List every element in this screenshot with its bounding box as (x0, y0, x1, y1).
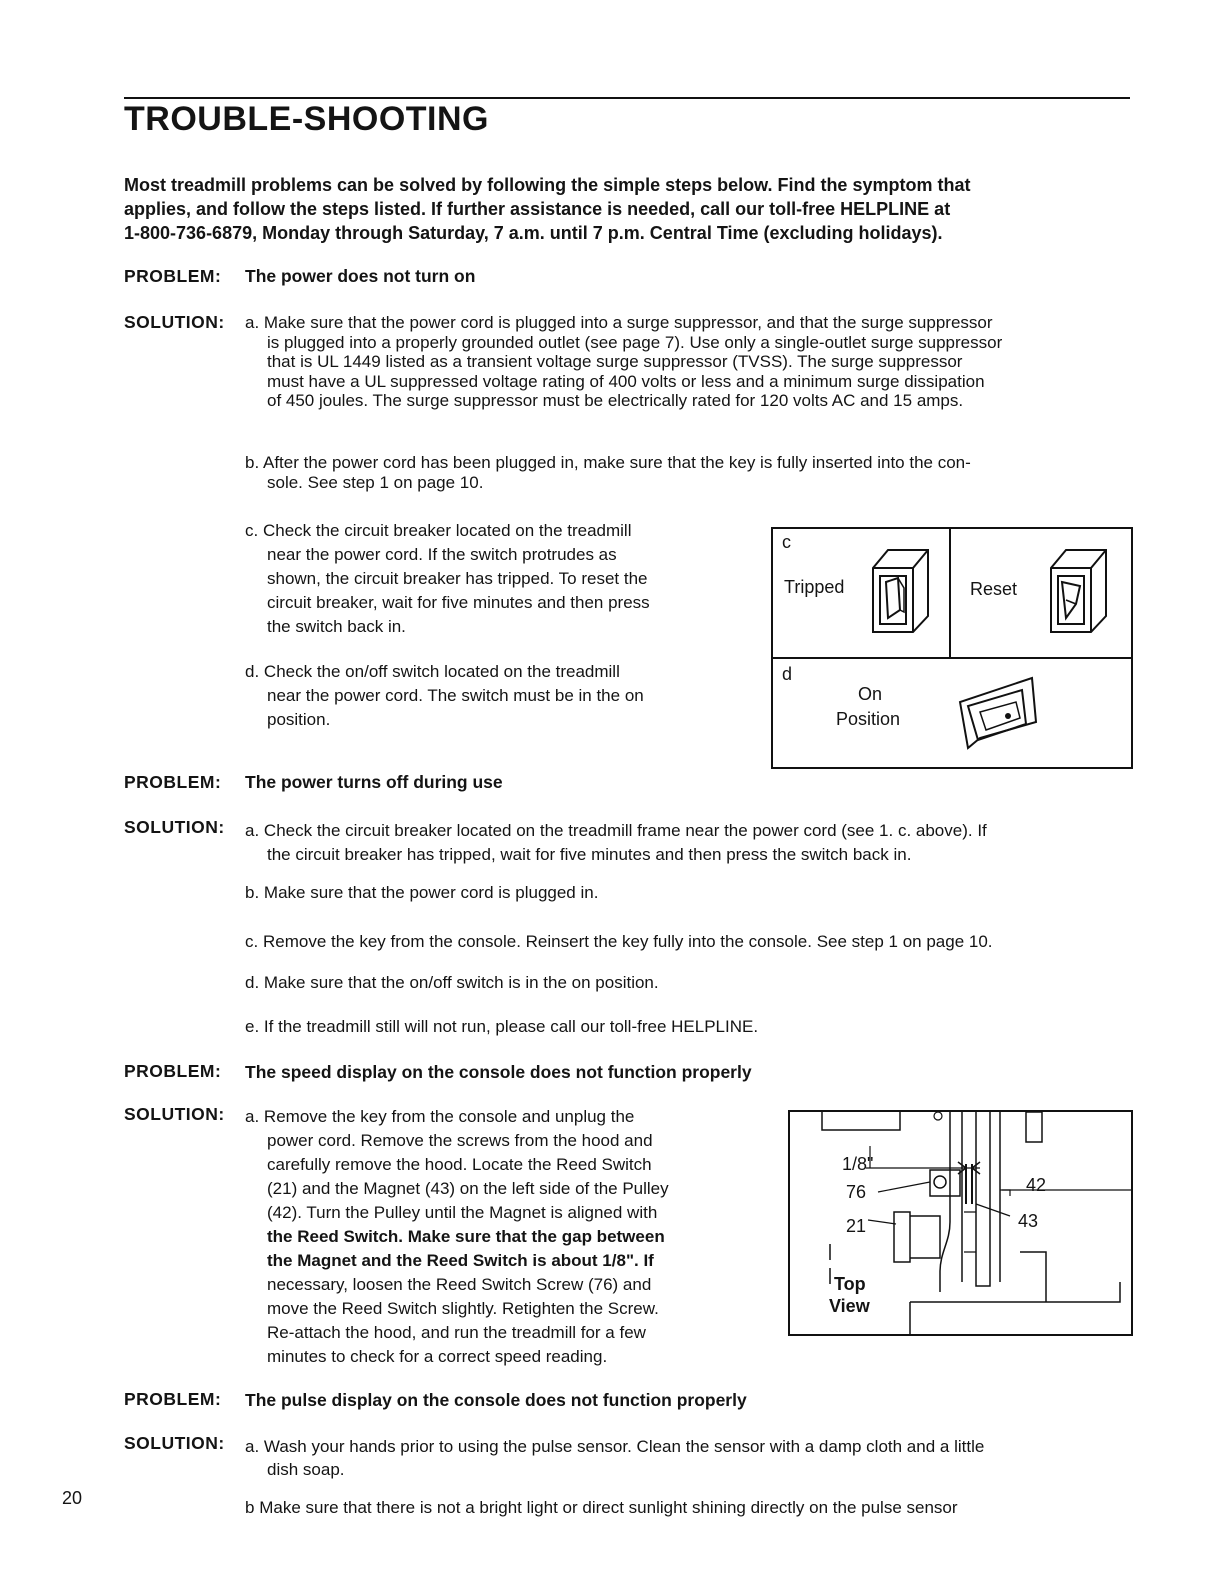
item-line-emphasis: the Reed Switch. Make sure that the gap between (267, 1227, 665, 1246)
solution-item (245, 313, 1167, 411)
reset-label: Reset (970, 579, 1018, 599)
header-rule (124, 97, 1130, 99)
item-line: (21) and the Magnet (43) on the left side of the Pulley (267, 1179, 669, 1198)
item-line: Remove the key from the console. Reinsert the key fully into the console. See step 1 on page 10. (262, 932, 993, 951)
item-letter: c. (245, 932, 259, 951)
item-letter: a. (245, 821, 260, 840)
item-line: carefully remove the hood. Locate the Reed Switch (267, 1155, 652, 1174)
item-line: Re-attach the hood, and run the treadmill for a few (267, 1323, 646, 1342)
item-letter: d. (245, 973, 260, 992)
intro-line: applies, and follow the steps listed. If further assistance is needed, call our toll-free HELPLINE at (124, 199, 951, 219)
item-line: shown, the circuit breaker has tripped. To reset the (267, 569, 648, 588)
item-line: must have a UL suppressed voltage rating of 400 volts or less and a minimum surge dissipation (267, 371, 985, 391)
view-label-view: View (829, 1296, 870, 1316)
solution-item (245, 660, 767, 732)
item-line: dish soap. (267, 1460, 345, 1479)
panel-label-c: c (782, 532, 791, 552)
item-line: Make sure that there is not a bright light or direct sunlight shining directly on the pulse sensor (259, 1498, 958, 1517)
intro-line: Most treadmill problems can be solved by following the simple steps below. Find the symptom that (124, 175, 971, 195)
item-letter: a. (245, 1107, 260, 1126)
problem-title: The power does not turn on (245, 266, 476, 286)
problem-title: The power turns off during use (245, 772, 503, 792)
item-line: Make sure that the power cord is plugged in. (263, 883, 599, 902)
view-label-top: Top (834, 1274, 866, 1294)
item-line: sole. See step 1 on page 10. (267, 472, 484, 492)
screw-number-label: 76 (846, 1182, 867, 1202)
item-line-emphasis: the Magnet and the Reed Switch is about 1/8". If (267, 1251, 654, 1270)
on-off-switch-icon (956, 672, 1046, 752)
solution-item (245, 883, 1167, 903)
item-line: of 450 joules. The surge suppressor must be electrically rated for 120 volts AC and 15 amps. (267, 391, 964, 410)
position-label: Position (836, 709, 901, 729)
item-letter: c. (245, 521, 259, 540)
on-label: On (858, 684, 883, 704)
item-line: Make sure that the on/off switch is in the on position. (263, 973, 659, 992)
intro-line: 1-800-736-6879, Monday through Saturday, 7 a.m. until 7 p.m. Central Time (excluding holidays). (124, 223, 943, 243)
tripped-breaker-icon (868, 538, 938, 634)
item-letter: a. (245, 1437, 260, 1456)
item-line: Check the circuit breaker located on the treadmill frame near the power cord (see 1. c. above). If (263, 821, 987, 840)
solution-label: SOLUTION: (124, 817, 225, 837)
solution-label: SOLUTION: (124, 1104, 225, 1124)
reset-breaker-icon (1046, 538, 1116, 634)
figure-divider (949, 528, 951, 658)
problem-label: PROBLEM: (124, 772, 222, 792)
solution-item (245, 453, 1167, 492)
item-line: minutes to check for a correct speed reading. (267, 1347, 608, 1366)
item-line: (42). Turn the Pulley until the Magnet is aligned with (267, 1203, 658, 1222)
problem-title: The pulse display on the console does not function properly (245, 1390, 747, 1410)
problem-label: PROBLEM: (124, 266, 222, 286)
item-line: Wash your hands prior to using the pulse sensor. Clean the sensor with a damp cloth and a little (263, 1437, 985, 1456)
item-letter: b (245, 1498, 255, 1517)
solution-label: SOLUTION: (124, 1433, 225, 1453)
intro-paragraph (124, 173, 1114, 245)
item-line: that is UL 1449 listed as a transient voltage surge suppressor (TVSS). The surge suppressor (267, 352, 963, 371)
solution-item (245, 1498, 1167, 1518)
gap-label: 1/8" (842, 1154, 874, 1174)
pulley-number-label: 42 (1026, 1175, 1047, 1195)
item-line: the switch back in. (267, 617, 406, 636)
item-line: move the Reed Switch slightly. Retighten the Screw. (267, 1299, 659, 1318)
page-title: TROUBLE-SHOOTING (124, 100, 489, 138)
item-line: Make sure that the power cord is plugged into a surge suppressor, and that the surge suppressor (263, 313, 993, 332)
item-line: near the power cord. The switch must be in the on (267, 686, 644, 705)
solution-item (245, 932, 1167, 952)
tripped-label: Tripped (784, 577, 845, 597)
problem-title: The speed display on the console does not function properly (245, 1062, 752, 1082)
item-line: is plugged into a properly grounded outlet (see page 7). Use only a single-outlet surge suppressor (267, 332, 1003, 352)
item-line: If the treadmill still will not run, please call our toll-free HELPLINE. (263, 1017, 759, 1036)
item-letter: d. (245, 662, 260, 681)
item-line: necessary, loosen the Reed Switch Screw (76) and (267, 1275, 652, 1294)
item-letter: a. (245, 313, 260, 332)
solution-item (245, 1017, 1167, 1037)
solution-label: SOLUTION: (124, 312, 225, 332)
item-letter: e. (245, 1017, 260, 1036)
reed-switch-number-label: 21 (846, 1216, 867, 1236)
item-line: position. (267, 710, 331, 729)
problem-label: PROBLEM: (124, 1389, 222, 1409)
solution-item (245, 819, 1167, 867)
item-line: circuit breaker, wait for five minutes and then press (267, 593, 650, 612)
solution-item (245, 1435, 1167, 1481)
problem-label: PROBLEM: (124, 1061, 222, 1081)
page-number: 20 (62, 1488, 83, 1508)
item-line: Check the on/off switch located on the treadmill (263, 662, 620, 681)
solution-item (245, 973, 1167, 993)
item-letter: b. (245, 883, 260, 902)
magnet-number-label: 43 (1018, 1211, 1039, 1231)
item-line: power cord. Remove the screws from the hood and (267, 1131, 653, 1150)
figure-divider (772, 657, 1132, 659)
panel-label-d: d (782, 664, 793, 684)
item-line: near the power cord. If the switch protrudes as (267, 545, 617, 564)
solution-item (245, 1105, 787, 1369)
item-line: After the power cord has been plugged in, make sure that the key is fully inserted into the con- (262, 453, 971, 472)
item-line: Check the circuit breaker located on the treadmill (262, 521, 632, 540)
item-line: the circuit breaker has tripped, wait for five minutes and then press the switch back in. (267, 845, 912, 864)
solution-item (245, 519, 767, 639)
item-letter: b. (245, 453, 260, 472)
item-line: Remove the key from the console and unplug the (263, 1107, 635, 1126)
